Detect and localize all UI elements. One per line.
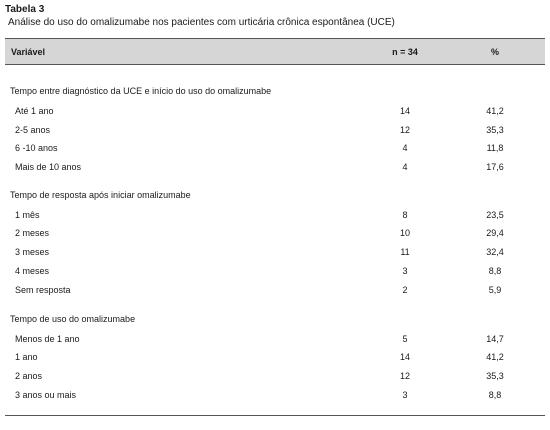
row-label: Mais de 10 anos xyxy=(15,162,82,172)
row-percent: 17,6 xyxy=(486,162,504,172)
table-title: Tabela 3 xyxy=(5,4,45,15)
row-label: 1 mês xyxy=(15,210,40,220)
table-row xyxy=(5,352,545,366)
row-label: 3 anos ou mais xyxy=(15,390,77,400)
row-n: 14 xyxy=(399,352,410,362)
table-bottom-rule xyxy=(5,415,545,416)
row-percent: 23,5 xyxy=(486,210,504,220)
row-n: 3 xyxy=(402,266,408,276)
column-header-variable: Variável xyxy=(11,47,46,57)
row-label: 4 meses xyxy=(15,266,50,276)
row-label: 3 meses xyxy=(15,247,50,257)
row-percent: 35,3 xyxy=(486,371,504,381)
column-header-percent: % xyxy=(490,47,499,57)
row-label: Menos de 1 ano xyxy=(15,334,80,344)
row-n: 10 xyxy=(399,228,410,238)
table-row xyxy=(5,334,545,348)
table-row xyxy=(5,390,545,404)
row-n: 8 xyxy=(402,210,408,220)
table-row xyxy=(5,162,545,176)
row-percent: 41,2 xyxy=(486,352,504,362)
row-label: 2-5 anos xyxy=(15,125,51,135)
row-n: 4 xyxy=(402,162,408,172)
table-subtitle: Análise do uso do omalizumabe nos pacientes com urticária crônica espontânea (UCE) xyxy=(8,17,395,28)
row-percent: 35,3 xyxy=(486,125,504,135)
row-percent: 8,8 xyxy=(488,266,502,276)
table-row xyxy=(5,266,545,280)
table-row xyxy=(5,228,545,242)
row-n: 14 xyxy=(399,106,410,116)
row-percent: 29,4 xyxy=(486,228,504,238)
row-label: 2 anos xyxy=(15,371,43,381)
row-n: 5 xyxy=(402,334,408,344)
table-row xyxy=(5,106,545,120)
table-row xyxy=(5,143,545,157)
row-label: 1 ano xyxy=(15,352,38,362)
table-row xyxy=(5,371,545,385)
row-n: 4 xyxy=(402,143,408,153)
section-title: Tempo entre diagnóstico da UCE e início do uso do omalizumabe xyxy=(10,86,272,96)
row-n: 12 xyxy=(399,371,410,381)
row-percent: 8,8 xyxy=(488,390,502,400)
row-label: 6 -10 anos xyxy=(15,143,58,153)
row-n: 3 xyxy=(402,390,408,400)
row-percent: 5,9 xyxy=(488,285,502,295)
table-row xyxy=(5,210,545,224)
table-row xyxy=(5,125,545,139)
table-row xyxy=(5,247,545,261)
section-title: Tempo de uso do omalizumabe xyxy=(10,314,136,324)
row-label: 2 meses xyxy=(15,228,50,238)
row-label: Sem resposta xyxy=(15,285,71,295)
row-n: 2 xyxy=(402,285,408,295)
row-n: 11 xyxy=(400,247,410,257)
column-header-n: n = 34 xyxy=(392,47,418,57)
table-row xyxy=(5,285,545,299)
row-percent: 32,4 xyxy=(486,247,504,257)
row-percent: 11,8 xyxy=(486,143,504,153)
row-label: Até 1 ano xyxy=(15,106,54,116)
row-percent: 14,7 xyxy=(486,334,504,344)
row-n: 12 xyxy=(399,125,410,135)
row-percent: 41,2 xyxy=(486,106,504,116)
section-title: Tempo de resposta após iniciar omalizumabe xyxy=(10,190,191,200)
table-header xyxy=(5,38,545,65)
